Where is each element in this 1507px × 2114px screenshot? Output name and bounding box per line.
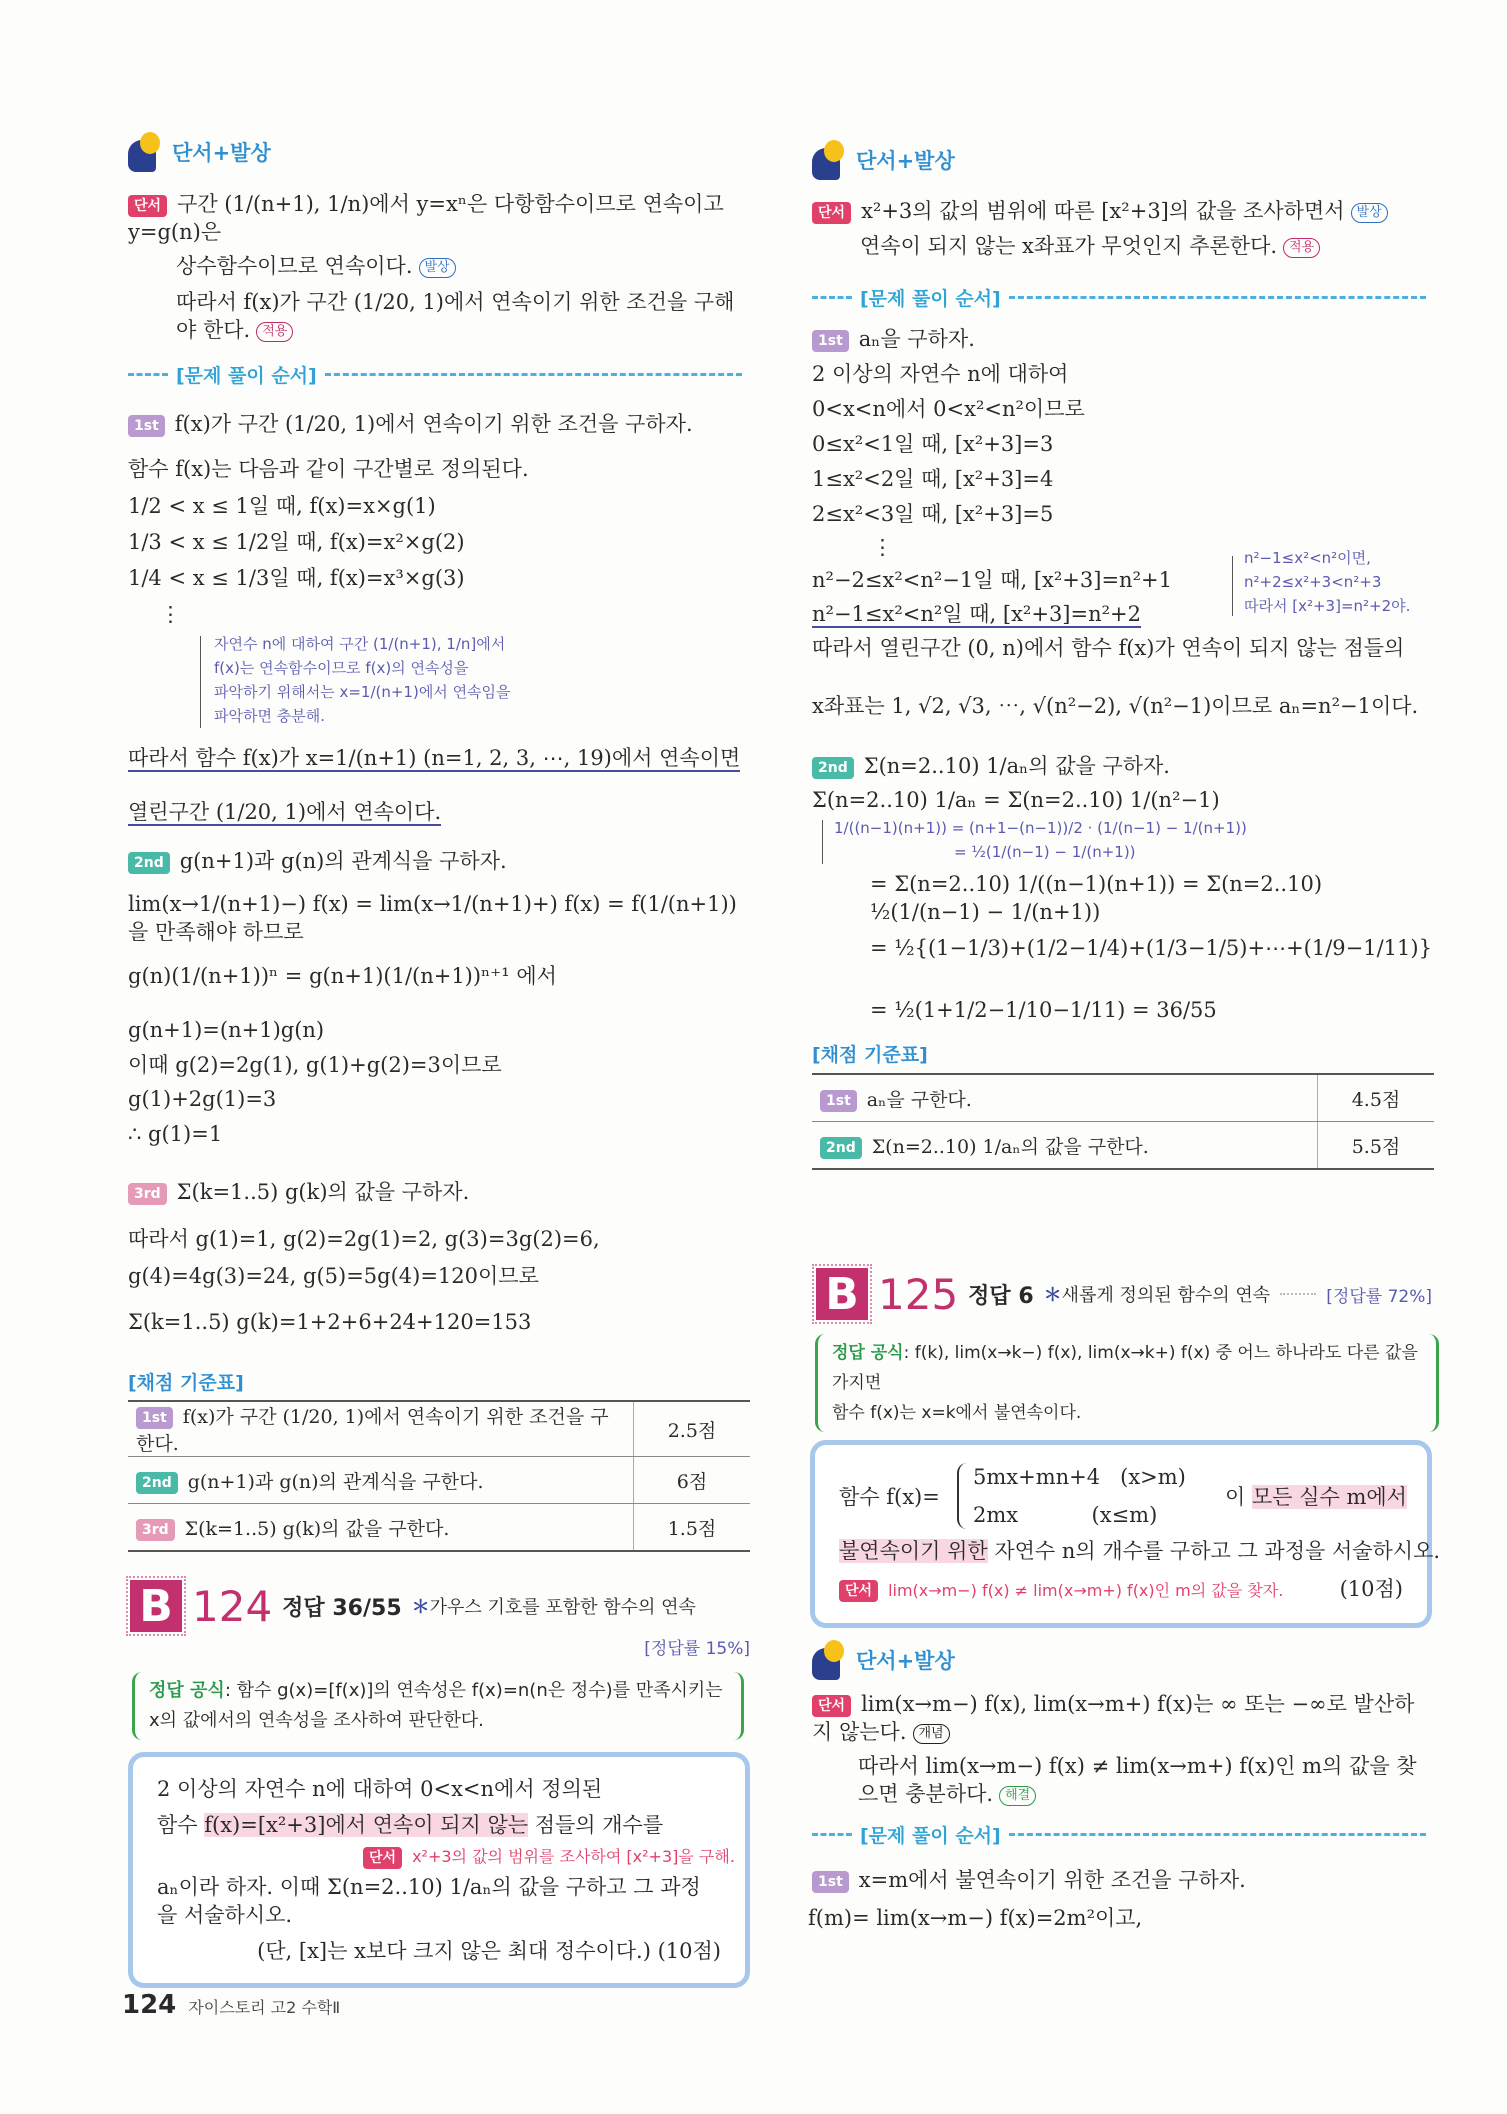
answer-value: 36/55: [332, 1595, 402, 1621]
score-table-title: [채점 기준표]: [128, 1372, 244, 1394]
answer-label: 정답: [968, 1283, 1011, 1309]
answer-formula: [132, 1672, 744, 1740]
table-row: [812, 1074, 1434, 1122]
topic: ＊새롭게 정의된 함수의 연속: [1043, 1285, 1271, 1306]
side-note-line: 파악하기 위해서는 x=1/(n+1)에서 연속임을: [214, 683, 511, 701]
points: 1.5점: [634, 1504, 751, 1552]
step-tag: 3rd: [136, 1519, 175, 1541]
hint-line: [812, 197, 1388, 225]
formula-text: : f(k), lim(x→k−) f(x), lim(x→k+) f(x) 중 어느 하나라도 다른 값을 가지면: [832, 1343, 1418, 1393]
step-title-text: Σ(k=1..5) g(k)의 값을 구하자.: [176, 1180, 470, 1204]
hint-header-label: 단서+발상: [856, 149, 955, 173]
step-tag: 2nd: [128, 852, 170, 874]
formula-text: : 함수 g(x)=[f(x)]의 연속성은 f(x)=n(n은 정수)를 만족시키는: [224, 1680, 723, 1701]
badge-jeogyong: 적용: [256, 322, 293, 342]
answer-label: 정답: [282, 1595, 325, 1621]
hint-text: x²+3의 값의 범위를 조사하여 [x²+3]을 구해.: [412, 1847, 735, 1866]
hint-line: [858, 1752, 1434, 1808]
answer: [968, 1279, 1034, 1310]
solution-line: ∴ g(1)=1: [128, 1122, 223, 1146]
hint-line: [812, 1690, 1434, 1746]
solution-line: [128, 798, 441, 826]
formula-text: 함수 f(x)는 x=k에서 불연속이다.: [832, 1403, 1082, 1423]
solution-order-title: [문제 풀이 순서]: [176, 364, 317, 387]
solution-line: Σ(k=1..5) g(k)=1+2+6+24+120=153: [128, 1310, 532, 1334]
hint-line: [176, 252, 456, 280]
step-tag: 2nd: [820, 1137, 862, 1159]
solution-line: x좌표는 1, √2, √3, ⋯, √(n²−2), √(n²−1)이므로 aₙ=n²−1이다.: [812, 694, 1419, 718]
side-note-line: 따라서 [x²+3]=n²+2야.: [1244, 597, 1411, 615]
hint-line: [176, 288, 750, 344]
problem-box: [128, 1752, 750, 1988]
solution-order-title: [문제 풀이 순서]: [860, 1824, 1001, 1847]
formula-text: x의 값에서의 연속성을 조사하여 판단한다.: [149, 1710, 484, 1731]
hint-text: 상수함수이므로 연속이다.: [176, 254, 413, 278]
highlighted-text: f(x)=[x²+3]에서 연속이 되지 않는: [204, 1813, 529, 1837]
solution-order-divider: [812, 1820, 1434, 1848]
hint-tag: 단서: [812, 1695, 851, 1717]
solution-line: 함수 f(x)는 다음과 같이 구간별로 정의된다.: [128, 457, 529, 481]
side-note-line: = ½(1/(n−1) − 1/(n+1)): [954, 843, 1136, 861]
hint-text: x²+3의 값의 범위에 따른 [x²+3]의 값을 조사하면서: [861, 199, 1345, 223]
hint-header: [812, 1640, 955, 1680]
badge-gaenyeom: 개념: [913, 1724, 950, 1744]
correct-rate: [정답률 15%]: [644, 1639, 750, 1659]
step-title-text: g(n+1)과 g(n)의 관계식을 구하자.: [179, 849, 507, 873]
solution-line: 1/3 < x ≤ 1/2일 때, f(x)=x²×g(2): [128, 530, 465, 554]
score-table: [128, 1400, 750, 1552]
solution-line: 따라서 g(1)=1, g(2)=2g(1)=2, g(3)=3g(2)=6,: [128, 1227, 600, 1251]
case-brace: [957, 1463, 971, 1529]
leader-dots: [1280, 1293, 1316, 1295]
points: 4.5점: [1318, 1074, 1435, 1122]
side-note-line: 파악하면 충분해.: [214, 707, 325, 725]
highlighted-text: 모든 실수 m에서: [1251, 1485, 1407, 1509]
side-note-line: 자연수 n에 대하여 구간 (1/(n+1), 1/n]에서: [214, 635, 506, 653]
solution-line: [128, 744, 750, 772]
note-bracket: [200, 636, 201, 728]
hint-text: 구간 (1/(n+1), 1/n)에서 y=xⁿ은 다항함수이므로 연속이고 y=g(n)은: [128, 192, 724, 244]
badge-haegyeol: 해결: [999, 1786, 1036, 1806]
step-title-text: f(x)가 구간 (1/20, 1)에서 연속이기 위한 조건을 구하자.: [174, 412, 693, 436]
hint-tag: 단서: [363, 1847, 402, 1869]
solution-line: 1/2 < x ≤ 1일 때, f(x)=x×g(1): [128, 494, 436, 518]
hint-line: [860, 232, 1320, 260]
step-tag: 2nd: [812, 757, 854, 779]
hint-text: 따라서 lim(x→m−) f(x) ≠ lim(x→m+) f(x)인 m의 값을 찾으면 충분하다.: [858, 1754, 1417, 1806]
problem-text: [1225, 1483, 1407, 1511]
step-1-title: [812, 325, 975, 353]
step-tag: 2nd: [136, 1472, 178, 1494]
solution-line: g(n+1)=(n+1)g(n): [128, 1018, 325, 1042]
badge-jeogyong: 적용: [1283, 238, 1320, 258]
topic-text: 새롭게 정의된 함수의 연속: [1061, 1285, 1271, 1306]
hint-text: 따라서 f(x)가 구간 (1/20, 1)에서 연속이기 위한 조건을 구해야 한다.: [176, 290, 735, 342]
points: (10점): [1339, 1577, 1403, 1601]
solution-line: 2 이상의 자연수 n에 대하여: [812, 362, 1069, 386]
hint-text: 연속이 되지 않는 x좌표가 무엇인지 추론한다.: [860, 234, 1278, 258]
level-badge: B: [130, 1580, 182, 1632]
hint-tag: 단서: [812, 202, 851, 224]
solution-line: = ½{(1−1/3)+(1/2−1/4)+(1/3−1/5)+⋯+(1/9−1/11)}: [870, 936, 1432, 960]
solution-line: g(1)+2g(1)=3: [128, 1087, 277, 1111]
criterion: f(x)가 구간 (1/20, 1)에서 연속이기 위한 조건을 구한다.: [136, 1406, 609, 1455]
idea-head-icon: [812, 1640, 846, 1680]
answer: [282, 1591, 401, 1622]
score-table: [812, 1073, 1434, 1170]
solution-line: n²−2≤x²<n²−1일 때, [x²+3]=n²+1: [812, 568, 1172, 592]
score-table-title: [채점 기준표]: [812, 1044, 928, 1066]
note-bracket: [822, 820, 823, 864]
problem-text-part: 점들의 개수를: [528, 1813, 664, 1837]
step-2-title: [812, 752, 1170, 780]
correct-rate: [정답률 72%]: [1326, 1286, 1432, 1307]
hint-tag: 단서: [839, 1580, 878, 1602]
page-number: 124: [122, 1990, 177, 2020]
hint-header: [812, 140, 955, 180]
solution-line: = Σ(n=2..10) 1/((n−1)(n+1)) = Σ(n=2..10) ½(1/(n−1) − 1/(n+1)): [870, 872, 1323, 924]
solution-line: 따라서 열린구간 (0, n)에서 함수 f(x)가 연속이 되지 않는 점들의: [812, 636, 1405, 660]
hint-header-label: 단서+발상: [172, 141, 271, 165]
step-tag: 1st: [128, 415, 165, 437]
solution-line: g(4)=4g(3)=24, g(5)=5g(4)=120이므로: [128, 1264, 539, 1288]
solution-order-divider: [128, 360, 750, 388]
criterion: Σ(k=1..5) g(k)의 값을 구한다.: [184, 1517, 450, 1540]
hint-text: lim(x→m−) f(x) ≠ lim(x→m+) f(x)인 m의 값을 찾자.: [888, 1581, 1284, 1600]
badge-balsang: 발상: [419, 258, 456, 278]
problem-text: 2 이상의 자연수 n에 대하여 0<x<n에서 정의된: [157, 1777, 603, 1801]
hint-text: lim(x→m−) f(x), lim(x→m+) f(x)는 ∞ 또는 −∞로 발산하지 않는다.: [812, 1692, 1415, 1744]
answer-formula: [815, 1334, 1439, 1432]
solution-line: 0≤x²<1일 때, [x²+3]=3: [812, 432, 1054, 456]
topic: ＊가우스 기호를 포함한 함수의 연속: [411, 1597, 696, 1618]
problem-text-part: 자연수 n의 개수를 구하고 그 과정을 서술하시오.: [987, 1539, 1441, 1563]
solution-line: ⋮: [872, 535, 893, 559]
highlighted-text: 불연속이기 위한: [839, 1539, 988, 1563]
points: 2.5점: [634, 1401, 751, 1457]
solution-order-divider: [812, 283, 1434, 311]
underlined-text: n²−1≤x²<n²일 때, [x²+3]=n²+2: [812, 602, 1141, 626]
note-bracket: [1232, 556, 1233, 616]
problem-hint: [363, 1843, 735, 1871]
solution-line: 이때 g(2)=2g(1), g(1)+g(2)=3이므로: [128, 1053, 502, 1077]
step-tag: 3rd: [128, 1183, 167, 1205]
step-2-title: [128, 847, 507, 875]
table-row: [812, 1122, 1434, 1170]
hint-line: [128, 190, 750, 246]
problem-text-part: 이: [1225, 1485, 1252, 1509]
level-badge: B: [816, 1268, 868, 1320]
solution-line: g(n)(1/(n+1))ⁿ = g(n+1)(1/(n+1))ⁿ⁺¹ 에서: [128, 964, 557, 988]
step-tag: 1st: [136, 1407, 173, 1429]
step-tag: 1st: [812, 330, 849, 352]
idea-head-icon: [128, 132, 162, 172]
solution-line: = ½(1+1/2−1/10−1/11) = 36/55: [870, 998, 1217, 1022]
problem-text: 함수 f(x)=: [839, 1485, 940, 1509]
answer-value: 6: [1018, 1283, 1034, 1309]
side-note-line: f(x)는 연속함수이므로 f(x)의 연속성을: [214, 659, 469, 677]
side-note-line: n²+2≤x²+3<n²+3: [1244, 573, 1382, 591]
criterion: aₙ을 구한다.: [866, 1088, 972, 1111]
solution-line: lim(x→1/(n+1)−) f(x) = lim(x→1/(n+1)+) f(x) = f(1/(n+1))을 만족해야 하므로: [128, 892, 737, 944]
points: 5.5점: [1318, 1122, 1435, 1170]
problem-number: 124: [192, 1581, 273, 1631]
step-3-title: [128, 1178, 469, 1206]
step-1-title: [128, 410, 750, 438]
underlined-text: 열린구간 (1/20, 1)에서 연속이다.: [128, 800, 442, 824]
problem-text: (단, [x]는 x보다 크지 않은 최대 정수이다.) (10점): [257, 1939, 721, 1963]
solution-line: ⋮: [160, 602, 181, 626]
hint-header: [128, 132, 271, 172]
table-row: [128, 1401, 750, 1457]
problem-text: [157, 1811, 663, 1839]
solution-line: Σ(n=2..10) 1/aₙ = Σ(n=2..10) 1/(n²−1): [812, 788, 1220, 812]
case-line: 2mx (x≤m): [973, 1503, 1158, 1527]
solution-line: 1≤x²<2일 때, [x²+3]=4: [812, 467, 1054, 491]
formula-key: 정답 공식: [149, 1680, 225, 1701]
problem-number: 125: [878, 1269, 959, 1319]
badge-balsang: 발상: [1351, 203, 1388, 223]
side-note: [834, 816, 1247, 864]
points: 6점: [634, 1457, 751, 1504]
problem-text: [839, 1537, 1440, 1565]
topic-text: 가우스 기호를 포함한 함수의 연속: [429, 1597, 696, 1618]
step-title-text: aₙ을 구하자.: [858, 327, 975, 351]
case-line: 5mx+mn+4 (x>m): [973, 1465, 1186, 1489]
side-note-line: n²−1≤x²<n²이면,: [1244, 549, 1371, 567]
problem-hint: [839, 1575, 1283, 1605]
solution-line: [812, 600, 1141, 628]
underlined-text: 따라서 함수 f(x)가 x=1/(n+1) (n=1, 2, 3, ⋯, 19)에서 연속이면: [128, 746, 741, 770]
problem-text-part: 함수: [157, 1813, 205, 1837]
solution-line: f(m)= lim(x→m−) f(x)=2m²이고,: [808, 1906, 1143, 1930]
solution-line: 2≤x²<3일 때, [x²+3]=5: [812, 502, 1054, 526]
solution-line: 0<x<n에서 0<x²<n²이므로: [812, 397, 1085, 421]
solution-line: 1/4 < x ≤ 1/3일 때, f(x)=x³×g(3): [128, 566, 465, 590]
footer: [122, 1990, 340, 2020]
hint-header-label: 단서+발상: [856, 1649, 955, 1673]
problem-125-header: [816, 1268, 1432, 1320]
problem-124-header: [130, 1580, 750, 1659]
criterion: Σ(n=2..10) 1/aₙ의 값을 구한다.: [871, 1135, 1149, 1158]
problem-box: [810, 1440, 1441, 1628]
side-note: [214, 632, 511, 728]
step-1-title: [812, 1866, 1246, 1894]
formula-key: 정답 공식: [832, 1343, 904, 1363]
hint-tag: 단서: [128, 195, 167, 217]
step-tag: 1st: [812, 1871, 849, 1893]
step-title-text: x=m에서 불연속이기 위한 조건을 구하자.: [858, 1868, 1246, 1892]
criterion: g(n+1)과 g(n)의 관계식을 구한다.: [187, 1470, 484, 1493]
solution-order-title: [문제 풀이 순서]: [860, 287, 1001, 310]
problem-text: aₙ이라 하자. 이때 Σ(n=2..10) 1/aₙ의 값을 구하고 그 과정을 서술하시오.: [157, 1875, 701, 1927]
idea-head-icon: [812, 140, 846, 180]
book-title: 자이스토리 고2 수학Ⅱ: [188, 1998, 341, 2017]
side-note-line: 1/((n−1)(n+1)) = (n+1−(n−1))/2 · (1/(n−1) − 1/(n+1)): [834, 819, 1247, 837]
step-tag: 1st: [820, 1090, 857, 1112]
table-row: [128, 1457, 750, 1504]
step-title-text: Σ(n=2..10) 1/aₙ의 값을 구하자.: [863, 754, 1170, 778]
side-note: [1244, 546, 1410, 618]
table-row: [128, 1504, 750, 1552]
